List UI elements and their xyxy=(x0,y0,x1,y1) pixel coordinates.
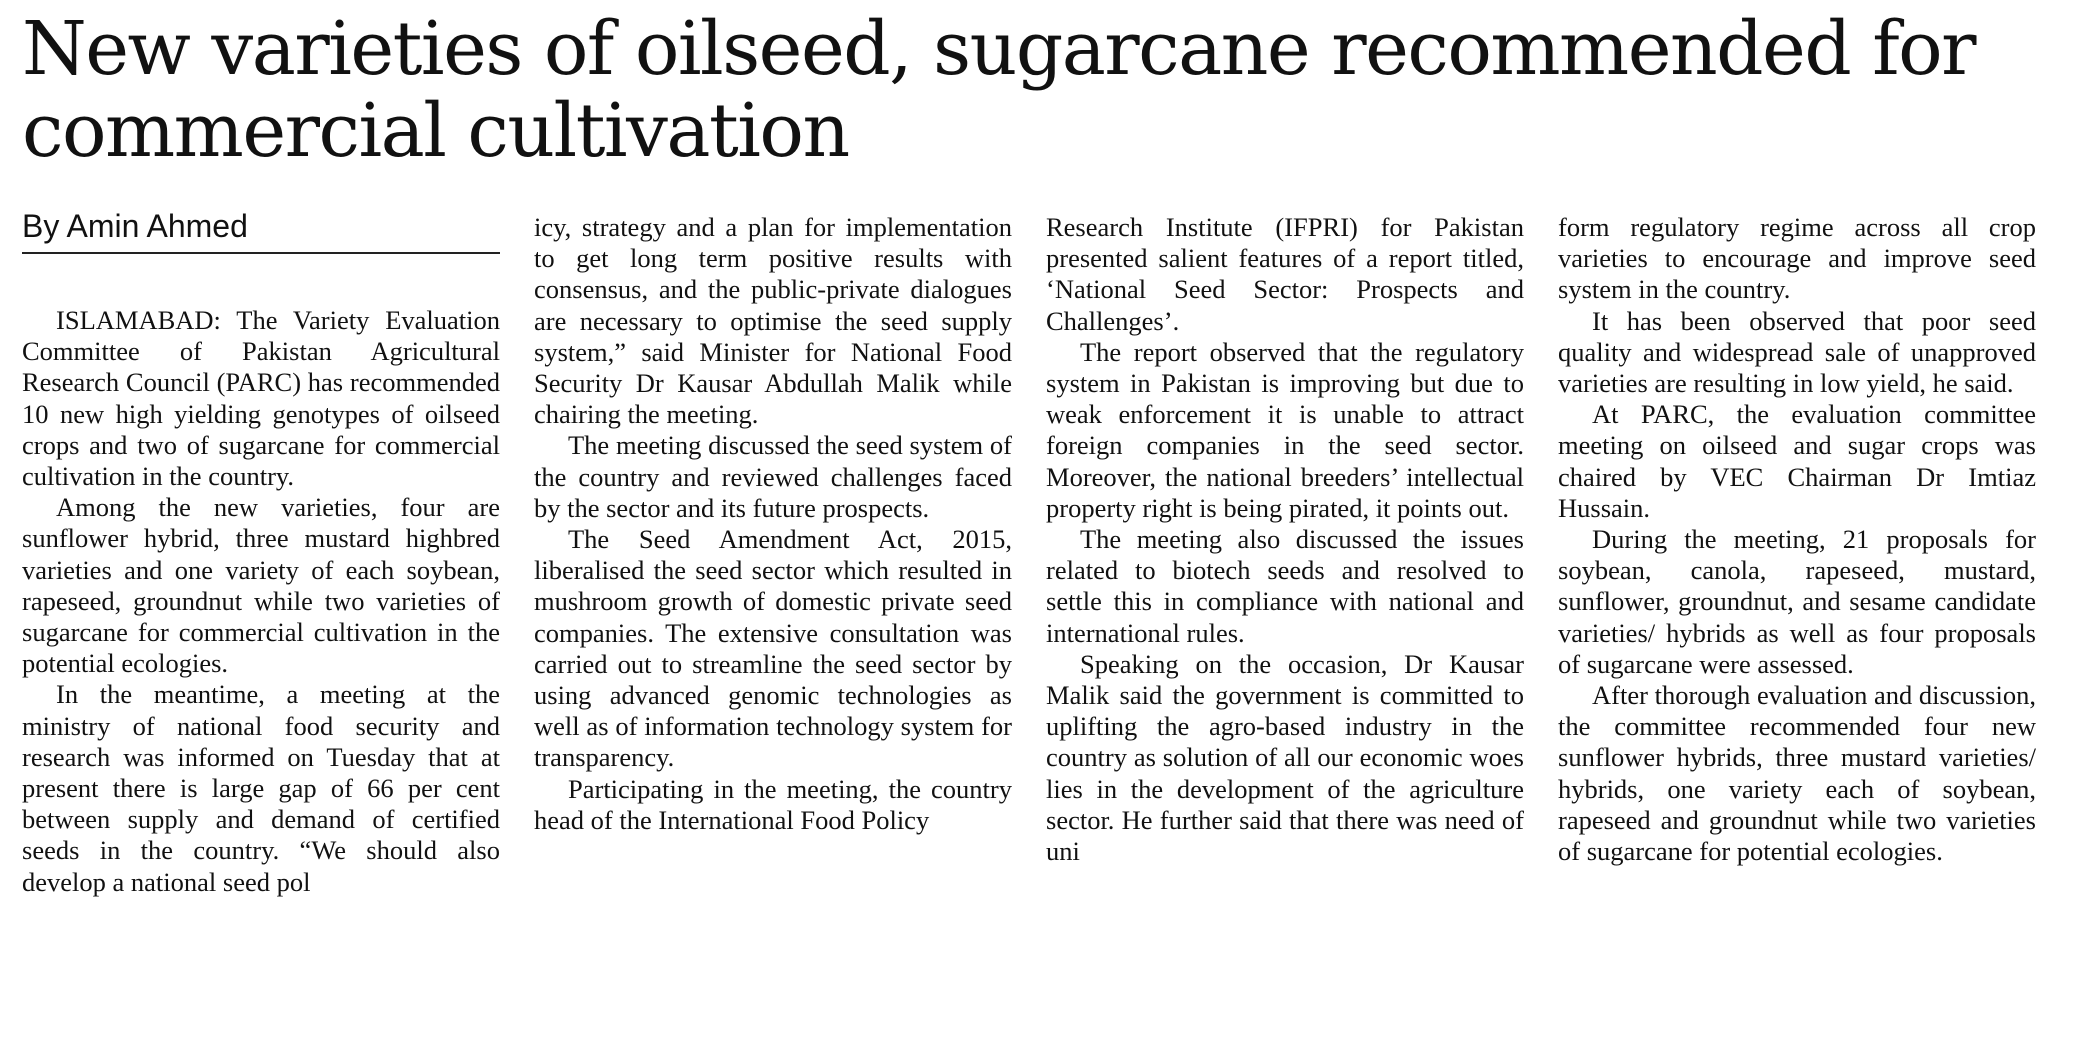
paragraph: ISLAMABAD: The Variety Evaluation Committee of Pakistan Agricultural Research Council (PARC) has recommended 10 new high yielding genotypes of oilseed crops and two of sugarcane for commercial cultivation in the country. xyxy=(22,305,500,492)
paragraph: In the meantime, a meeting at the ministry of national food security and research was informed on Tuesday that at present there is large gap of 66 per cent between supply and demand of certified seeds in the country. “We should also develop a national seed pol xyxy=(22,679,500,897)
paragraph: The Seed Amendment Act, 2015, liberalised the seed sector which resulted in mushroom growth of domestic private seed companies. The extensive consultation was carried out to streamline the seed sector by using advanced genomic technologies as well as of information technology system for transparency. xyxy=(534,524,1012,773)
article-column-1 xyxy=(22,305,500,898)
paragraph: The meeting discussed the seed system of the country and reviewed challenges faced by the sector and its future prospects. xyxy=(534,430,1012,523)
paragraph: After thorough evaluation and discussion, the committee recommended four new sunflower hybrids, three mustard varieties/ hybrids, one variety each of soybean, rapeseed and groundnut while two varieties of sugarcane for potential ecologies. xyxy=(1558,680,2036,867)
paragraph: Speaking on the occasion, Dr Kausar Malik said the government is committed to uplifting the agro-based industry in the country as solution of all our economic woes lies in the development of the agriculture sector. He further said that there was need of uni xyxy=(1046,648,1524,867)
headline: New varieties of oilseed, sugarcane recommended for commercial cultivation xyxy=(22,6,1976,174)
paragraph: The report observed that the regulatory system in Pakistan is improving but due to weak enforcement it is unable to attract foreign companies in the seed sector. Moreover, the national breeders’ intellectual property right is being pirated, it points out. xyxy=(1046,336,1524,523)
byline: By Amin Ahmed xyxy=(22,206,500,254)
paragraph: Among the new varieties, four are sunflower hybrid, three mustard highbred varieties and one variety of each soybean, rapeseed, groundnut while two varieties of sugarcane for commercial cultivation in the potential ecologies. xyxy=(22,492,500,679)
paragraph: icy, strategy and a plan for implementation to get long term positive results with consensus, and the public-private dialogues are necessary to optimise the seed supply system,” said Minister for National Food Security Dr Kausar Abdullah Malik while chairing the meeting. xyxy=(534,212,1012,430)
paragraph: Participating in the meeting, the country head of the International Food Policy xyxy=(534,773,1012,835)
article-column-4 xyxy=(1558,212,2036,867)
paragraph: At PARC, the evaluation committee meeting on oilseed and sugar crops was chaired by VEC Chairman Dr Imtiaz Hussain. xyxy=(1558,399,2036,523)
paragraph: During the meeting, 21 proposals for soybean, canola, rapeseed, mustard, sunflower, groundnut, and sesame candidate varieties/ hybrids as well as four proposals of sugarcane were assessed. xyxy=(1558,524,2036,679)
paragraph: It has been observed that poor seed quality and widespread sale of unapproved varieties are resulting in low yield, he said. xyxy=(1558,305,2036,399)
article-column-2 xyxy=(534,212,1012,836)
paragraph: The meeting also discussed the issues related to biotech seeds and resolved to settle this in compliance with national and international rules. xyxy=(1046,524,1524,648)
article-column-3 xyxy=(1046,212,1524,867)
paragraph: form regulatory regime across all crop varieties to encourage and improve seed system in the country. xyxy=(1558,212,2036,305)
paragraph: Research Institute (IFPRI) for Pakistan presented salient features of a report titled, ‘National Seed Sector: Prospects and Challenges’. xyxy=(1046,212,1524,336)
